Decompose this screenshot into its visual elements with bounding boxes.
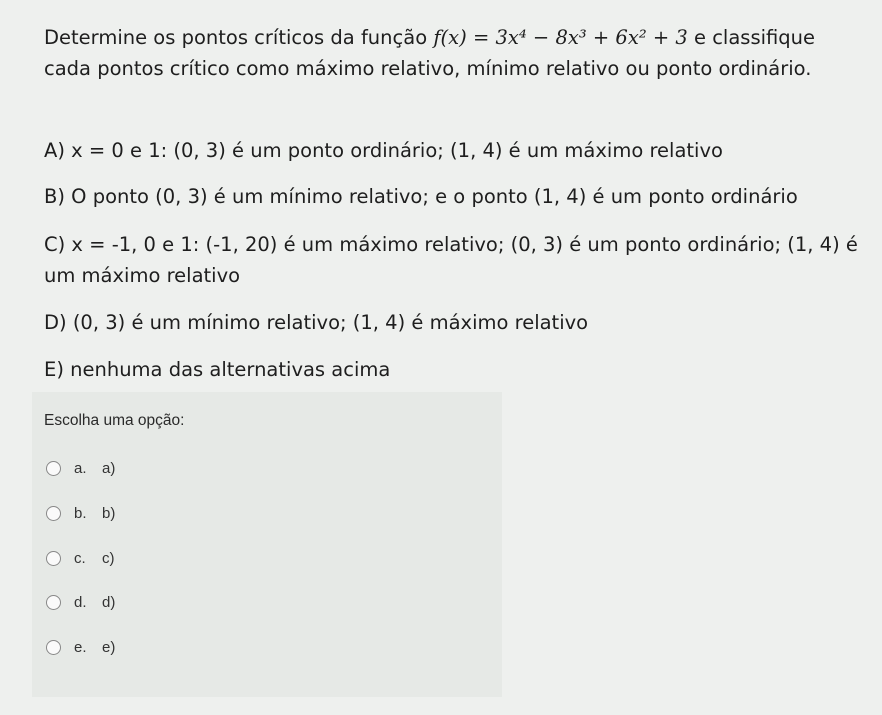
alternative-a: A) x = 0 e 1: (0, 3) é um ponto ordinário; (1, 4) é um máximo relativo xyxy=(44,139,723,162)
option-d[interactable] xyxy=(46,591,115,613)
radio-button-icon[interactable] xyxy=(46,506,61,521)
answer-panel xyxy=(32,392,502,697)
option-e[interactable] xyxy=(46,636,115,658)
option-letter: b. xyxy=(74,504,87,522)
option-letter: a. xyxy=(74,459,87,477)
option-label: d) xyxy=(102,593,116,611)
option-a[interactable] xyxy=(46,457,115,479)
alternative-b: B) O ponto (0, 3) é um mínimo relativo; e o ponto (1, 4) é um ponto ordinário xyxy=(44,185,798,208)
question-rest: e classifique cada pontos crítico como máximo relativo, mínimo relativo ou ponto ordinário. xyxy=(44,26,816,80)
function-formula: f(x) = 3x⁴ − 8x³ + 6x² + 3 xyxy=(433,26,688,49)
alternative-e: E) nenhuma das alternativas acima xyxy=(44,358,391,381)
option-letter: e. xyxy=(74,638,87,656)
question-intro: Determine os pontos críticos da função xyxy=(44,26,428,49)
radio-button-icon[interactable] xyxy=(46,595,61,610)
option-label: e) xyxy=(102,638,116,656)
option-c[interactable] xyxy=(46,547,115,569)
option-label: a) xyxy=(102,459,116,477)
radio-button-icon[interactable] xyxy=(46,551,61,566)
radio-button-icon[interactable] xyxy=(46,461,61,476)
question-text xyxy=(44,22,864,84)
alternative-d: D) (0, 3) é um mínimo relativo; (1, 4) é máximo relativo xyxy=(44,311,589,334)
option-label: c) xyxy=(102,549,115,567)
option-letter: c. xyxy=(74,549,86,567)
option-letter: d. xyxy=(74,593,87,611)
option-label: b) xyxy=(102,504,116,522)
alternative-c: C) x = -1, 0 e 1: (-1, 20) é um máximo relativo; (0, 3) é um ponto ordinário; (1, 4) é um máximo relativo xyxy=(44,233,858,287)
option-b[interactable] xyxy=(46,502,115,524)
radio-button-icon[interactable] xyxy=(46,640,61,655)
choose-option-label: Escolha uma opção: xyxy=(44,412,185,429)
